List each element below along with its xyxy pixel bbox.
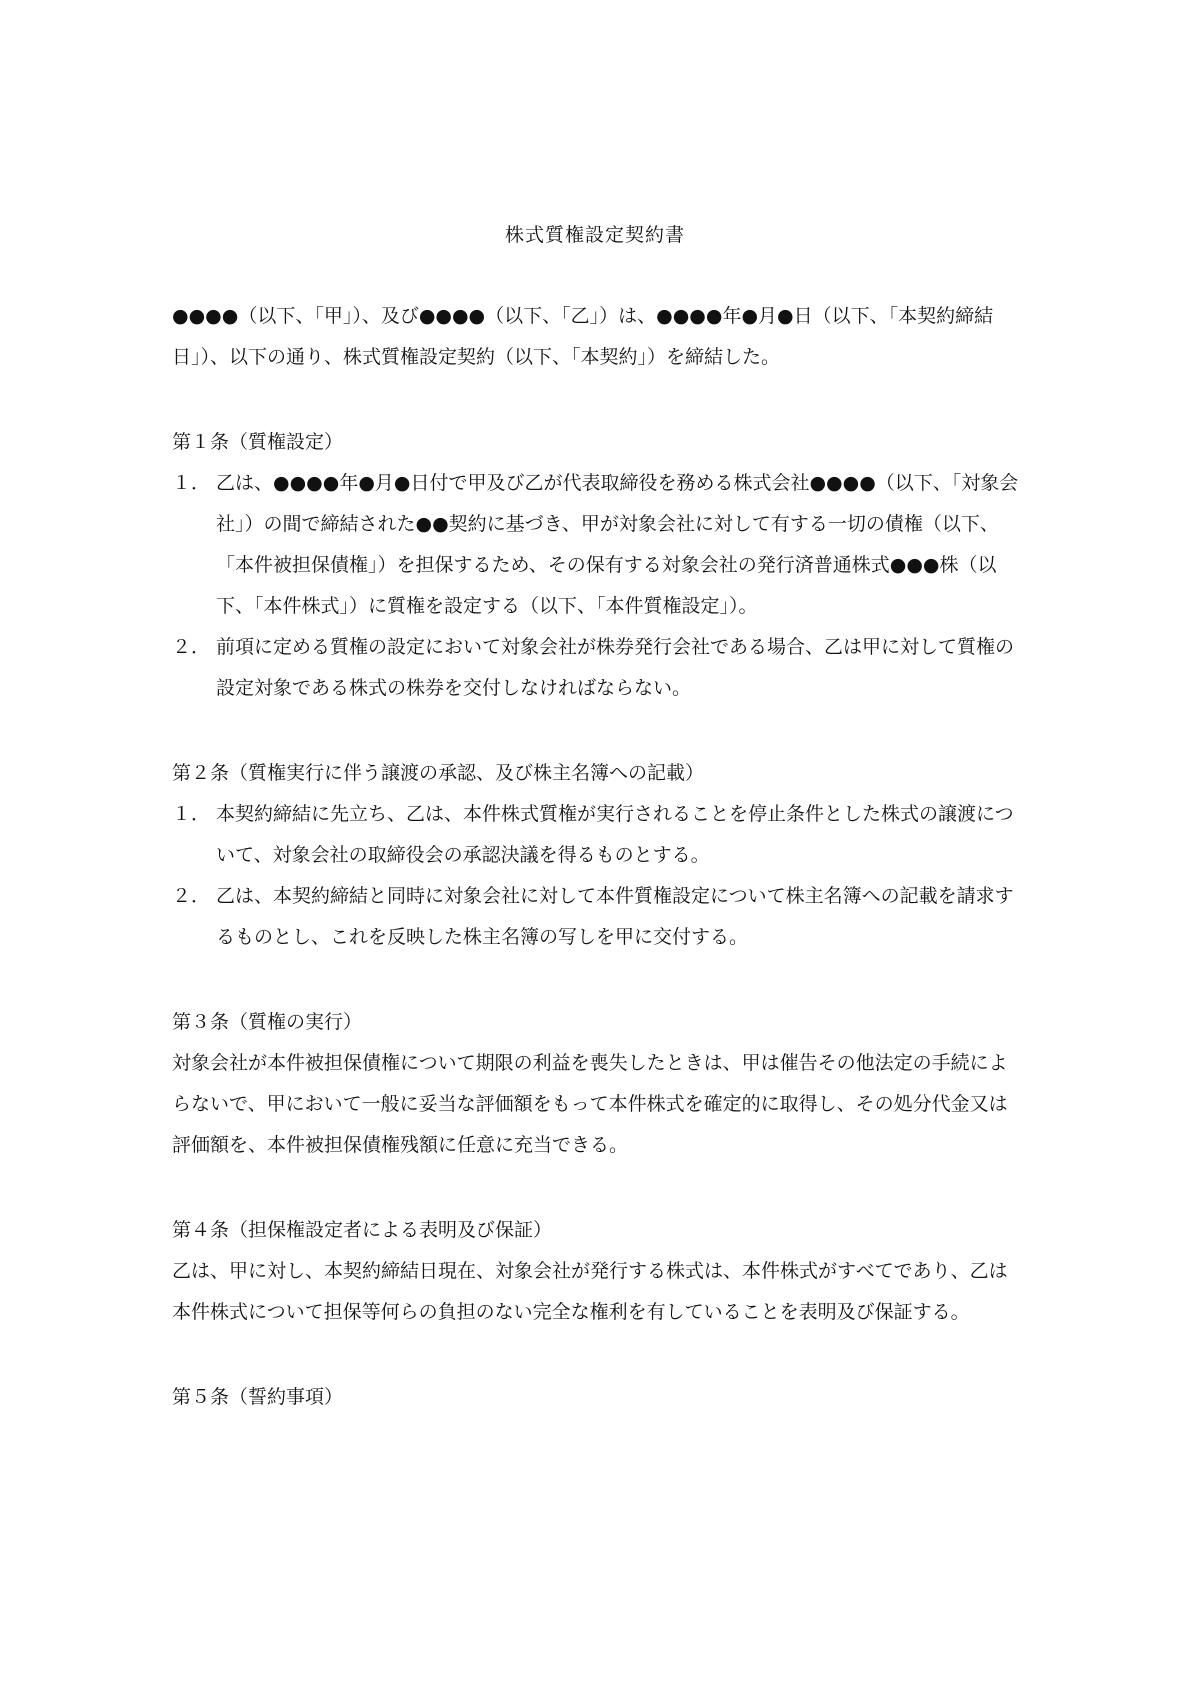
spacer xyxy=(172,1166,1022,1210)
article-heading: 第１条（質権設定） xyxy=(172,431,344,453)
article-body: 乙は、甲に対し、本契約締結日現在、対象会社が発行する株式は、本件株式がすべてであり、乙は本件株式について担保等何らの負担のない完全な権利を有していることを表明及び保証する。 xyxy=(172,1260,1008,1323)
article-item xyxy=(172,463,1022,627)
article-3 xyxy=(172,1002,1022,1166)
article-item xyxy=(172,794,1022,876)
article-heading: 第３条（質権の実行） xyxy=(172,1011,363,1033)
article-item xyxy=(172,627,1022,709)
article-2 xyxy=(172,753,1022,958)
article-4 xyxy=(172,1210,1022,1333)
spacer xyxy=(172,709,1022,753)
article-item xyxy=(172,876,1022,958)
preamble: ●●●●（以下、「甲」）、及び●●●●（以下、「乙」）は、●●●●年●月●日（以下、「本契約締結日」）、以下の通り、株式質権設定契約（以下、「本契約」）を締結した。 xyxy=(172,305,994,368)
document-title: 株式質権設定契約書 xyxy=(504,224,685,246)
item-text: 本契約締結に先立ち、乙は、本件株式質権が実行されることを停止条件とした株式の譲渡について、対象会社の取締役会の承認決議を得るものとする。 xyxy=(216,803,1014,866)
article-5 xyxy=(172,1377,1022,1418)
article-1 xyxy=(172,422,1022,709)
item-number: １． xyxy=(172,472,211,494)
item-number: ２． xyxy=(172,636,211,658)
spacer xyxy=(172,378,1022,422)
article-body: 対象会社が本件被担保債権について期限の利益を喪失したときは、甲は催告その他法定の手続によらないで、甲において一般に妥当な評価額をもって本件株式を確定的に取得し、その処分代金又は評価額を、本件被担保債権残額に任意に充当できる。 xyxy=(172,1052,1008,1156)
item-text: 乙は、本契約締結と同時に対象会社に対して本件質権設定について株主名簿への記載を請求するものとし、これを反映した株主名簿の写しを甲に交付する。 xyxy=(216,885,1014,948)
document-body xyxy=(172,296,1022,1418)
spacer xyxy=(172,1333,1022,1377)
article-heading: 第４条（担保権設定者による表明及び保証） xyxy=(172,1219,553,1241)
item-text: 前項に定める質権の設定において対象会社が株券発行会社である場合、乙は甲に対して質権の設定対象である株式の株券を交付しなければならない。 xyxy=(216,636,1015,699)
item-text: 乙は、●●●●年●月●日付で甲及び乙が代表取締役を務める株式会社●●●●（以下、「対象会社」）の間で締結された●●契約に基づき、甲が対象会社に対して有する一切の債権（以下、「本件被担保債権」）を担保するため、その保有する対象会社の発行済普通株式●●●株（以下、「本件株式」）に質権を設定する（以下、「本件質権設定」）。 xyxy=(216,472,1019,617)
item-number: １． xyxy=(172,803,211,825)
article-heading: 第２条（質権実行に伴う譲渡の承認、及び株主名簿への記載） xyxy=(172,762,705,784)
article-heading: 第５条（誓約事項） xyxy=(172,1386,344,1408)
spacer xyxy=(172,958,1022,1002)
item-number: ２． xyxy=(172,885,211,907)
